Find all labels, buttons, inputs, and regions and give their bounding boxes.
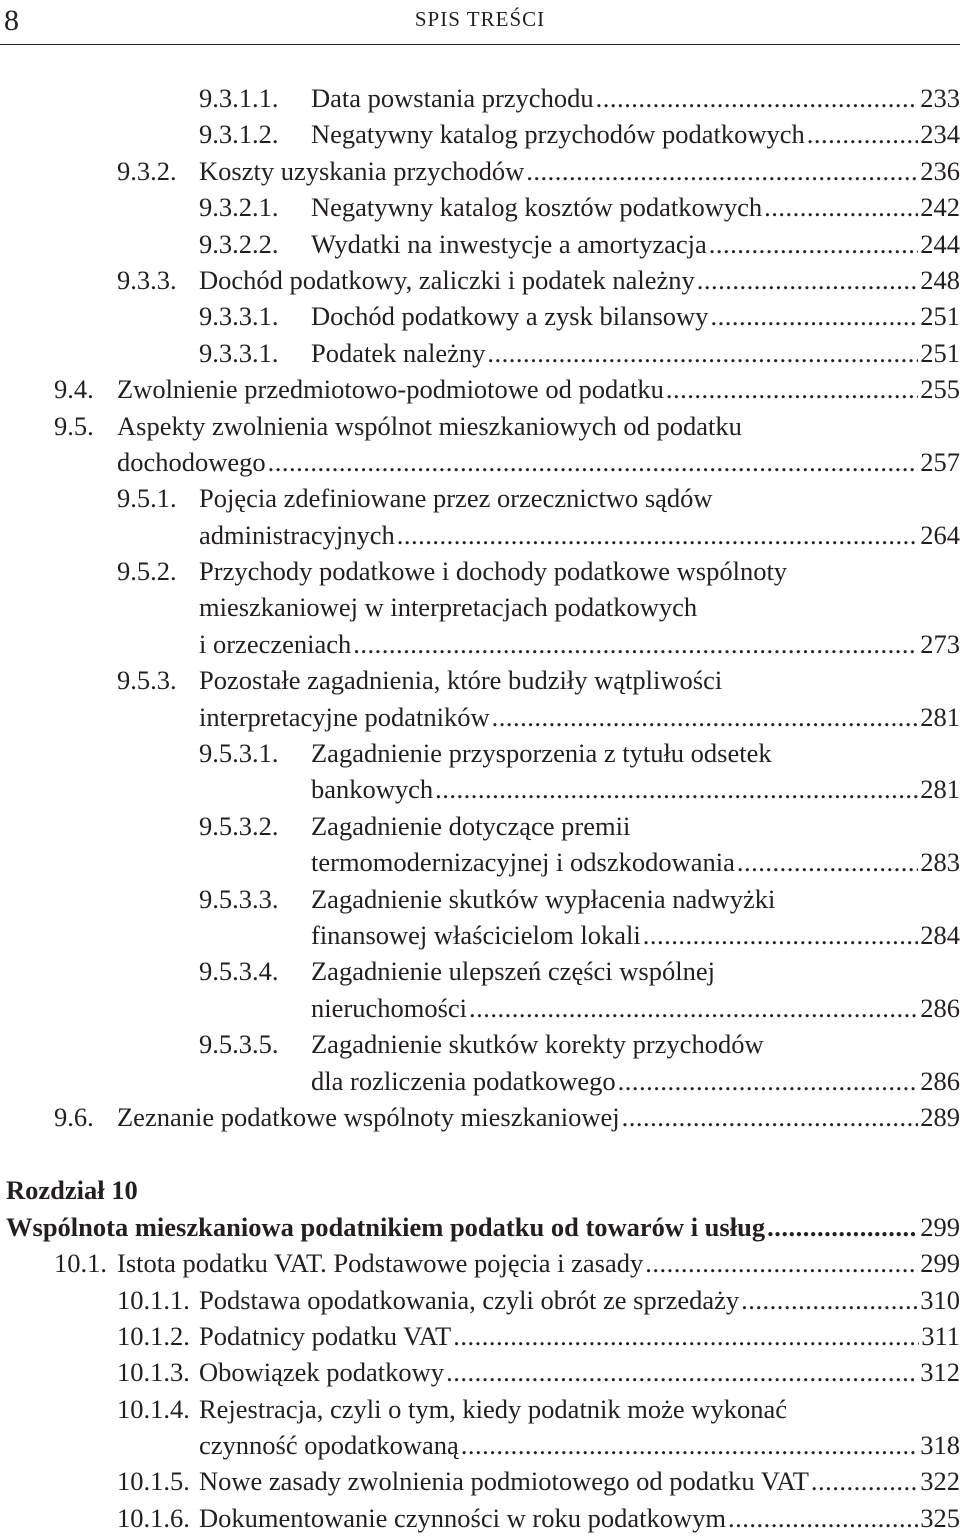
toc-entry-page: 281 <box>920 701 960 732</box>
toc-entry-number: 9.3.2. <box>117 155 177 186</box>
toc-entry-line <box>0 1427 960 1463</box>
toc-entry-page: 264 <box>920 519 960 550</box>
toc-entry-title: Podatek należny <box>311 337 486 368</box>
toc-entry-title: Negatywny katalog kosztów podatkowych <box>311 192 763 223</box>
toc-entry-number: 10.1.6. <box>117 1502 190 1533</box>
dot-leader <box>435 771 918 807</box>
toc-entry-page: 255 <box>920 374 960 405</box>
toc-entry-line <box>0 589 960 625</box>
toc-entry-title: dochodowego <box>117 446 266 477</box>
toc-entry-page: 286 <box>920 992 960 1023</box>
toc-entry-title: Pojęcia zdefiniowane przez orzecznictwo sądów <box>199 483 713 514</box>
dot-leader <box>697 262 919 298</box>
dot-leader <box>764 189 918 225</box>
toc-entry-title: Obowiązek podatkowy <box>199 1357 445 1388</box>
toc-entry-line <box>0 626 960 662</box>
dot-leader <box>737 844 918 880</box>
dot-leader <box>446 1354 918 1390</box>
dot-leader <box>741 1282 918 1318</box>
toc-entry-line <box>0 1354 960 1390</box>
dot-leader <box>767 1209 918 1245</box>
toc-entry-title: Data powstania przychodu <box>311 83 594 113</box>
dot-leader <box>453 1318 919 1354</box>
dot-leader <box>596 80 919 116</box>
toc-entry-line <box>0 116 960 152</box>
toc-entry-line <box>0 335 960 371</box>
dot-leader <box>666 371 918 407</box>
toc-entry-page: 289 <box>920 1101 960 1132</box>
toc-entry-page: 283 <box>920 847 960 878</box>
toc-entry-line <box>0 1463 960 1499</box>
toc-entry-title: administracyjnych <box>199 519 395 550</box>
toc-entry-line <box>0 298 960 334</box>
toc-entry-page: 244 <box>920 228 960 259</box>
toc-entry-number: 9.5.3.4. <box>199 956 279 987</box>
toc-entry-title: i orzeczeniach <box>199 628 352 659</box>
toc-entry-page: 299 <box>920 1248 960 1279</box>
toc-entry-page: 251 <box>920 301 960 332</box>
running-head: SPIS TREŚCI <box>414 7 546 31</box>
toc-entry-page: 236 <box>920 155 960 186</box>
toc-entry-title: Zeznanie podatkowe wspólnoty mieszkaniowej <box>117 1101 620 1132</box>
toc-entry-line <box>0 1318 960 1354</box>
dot-leader <box>469 990 918 1026</box>
dot-leader <box>710 298 918 334</box>
toc-entry-line <box>0 662 960 698</box>
toc-entry-page: 310 <box>920 1284 960 1315</box>
toc-entry-number: 9.5.3.3. <box>199 883 279 914</box>
toc-entry-page: 257 <box>920 446 960 477</box>
toc-entry-page: 273 <box>920 628 960 659</box>
toc-entry-number: 9.3.3. <box>117 264 177 295</box>
toc-entry-page: 233 <box>920 83 960 113</box>
toc-entry-page: 234 <box>920 119 960 150</box>
toc-entry-page: 248 <box>920 264 960 295</box>
toc-entry-title: Pozostałe zagadnienia, które budziły wątpliwości <box>199 665 723 696</box>
toc-entry-number: 9.5.3.5. <box>199 1029 279 1060</box>
dot-leader <box>622 1099 919 1135</box>
toc-entry-title: mieszkaniowej w interpretacjach podatkowych <box>199 592 698 623</box>
toc-entry-line <box>0 189 960 225</box>
toc-entry-line <box>0 917 960 953</box>
toc-entry-line <box>0 408 960 444</box>
toc-entry-title: Zagadnienie dotyczące premii <box>311 810 631 841</box>
toc-entry-title: Dochód podatkowy, zaliczki i podatek należny <box>199 264 695 295</box>
toc-entry-line <box>0 480 960 516</box>
toc-entry-line <box>0 735 960 771</box>
page-number: 8 <box>4 4 19 37</box>
chapter-page: 299 <box>920 1211 960 1242</box>
toc-entry-line <box>0 1245 960 1281</box>
toc-entry-page: 286 <box>920 1065 960 1096</box>
dot-leader <box>807 116 918 152</box>
dot-leader <box>353 626 918 662</box>
toc-entry-title: Dochód podatkowy a zysk bilansowy <box>311 301 709 332</box>
toc-entry-line <box>0 1282 960 1318</box>
toc-entry-line <box>0 1500 960 1536</box>
toc-entry-number: 10.1.2. <box>117 1320 190 1351</box>
toc-entry-line <box>0 1063 960 1099</box>
toc-entry-line <box>0 80 960 116</box>
toc-entry-number: 10.1. <box>54 1248 107 1279</box>
toc-entry-number: 9.5.3.1. <box>199 738 279 769</box>
toc-entry-line <box>0 699 960 735</box>
toc-entry-title: Zwolnienie przedmiotowo-podmiotowe od podatku <box>117 374 664 405</box>
toc-entry-line <box>0 153 960 189</box>
dot-leader <box>618 1063 919 1099</box>
dot-leader <box>492 699 919 735</box>
toc-entry-title: bankowych <box>311 774 434 805</box>
toc-entry-line <box>0 517 960 553</box>
toc-entry-number: 10.1.5. <box>117 1466 190 1497</box>
toc-entry-number: 10.1.1. <box>117 1284 190 1315</box>
toc-entry-number: 9.6. <box>54 1101 94 1132</box>
toc-entry-title: Zagadnienie ulepszeń części wspólnej <box>311 956 715 987</box>
toc-section-10 <box>0 1245 960 1536</box>
toc-entry-title: Koszty uzyskania przychodów <box>199 155 525 186</box>
toc-entry-line <box>0 1026 960 1062</box>
dot-leader <box>709 226 919 262</box>
toc-entry-line <box>0 881 960 917</box>
toc-entry-title: Wydatki na inwestycje a amortyzacja <box>311 228 707 259</box>
dot-leader <box>643 917 919 953</box>
toc-entry-number: 9.3.1.1. <box>199 83 279 113</box>
toc-entry-title: Przychody podatkowe i dochody podatkowe wspólnoty <box>199 556 788 587</box>
toc-entry-title: Podstawa opodatkowania, czyli obrót ze sprzedaży <box>199 1284 740 1315</box>
toc-entry-title: Nowe zasady zwolnienia podmiotowego od podatku VAT <box>199 1466 809 1497</box>
toc-entry-title: Istota podatku VAT. Podstawowe pojęcia i zasady <box>117 1248 644 1279</box>
toc-entry-title: czynność opodatkowaną <box>199 1430 459 1461</box>
toc-entry-page: 322 <box>920 1466 960 1497</box>
toc-entry-line <box>0 262 960 298</box>
header-rule <box>0 44 960 45</box>
toc-entry-page: 281 <box>920 774 960 805</box>
toc-entry-line <box>0 771 960 807</box>
dot-leader <box>268 444 919 480</box>
toc-entry-line <box>0 844 960 880</box>
toc-entry-number: 9.3.3.1. <box>199 337 279 368</box>
toc-entry-title: dla rozliczenia podatkowego <box>311 1065 616 1096</box>
dot-leader <box>397 517 919 553</box>
toc-entry-title: Negatywny katalog przychodów podatkowych <box>311 119 805 150</box>
toc-entry-title: Podatnicy podatku VAT <box>199 1320 452 1351</box>
toc-entry-line <box>0 953 960 989</box>
toc-entry-line <box>0 1099 960 1135</box>
chapter-label: Rozdział 10 <box>6 1175 138 1206</box>
toc-entry-title: Zagadnienie skutków wypłacenia nadwyżki <box>311 883 776 914</box>
toc-entry-number: 9.3.2.2. <box>199 228 279 259</box>
toc-entry-page: 284 <box>920 919 960 950</box>
toc-entry-title: interpretacyjne podatników <box>199 701 490 732</box>
toc-entry-number: 9.3.3.1. <box>199 301 279 332</box>
dot-leader <box>811 1463 918 1499</box>
toc-entry-number: 9.5.3.2. <box>199 810 279 841</box>
toc-entry-title: termomodernizacyjnej i odszkodowania <box>311 847 735 878</box>
toc-entry-page: 318 <box>920 1430 960 1461</box>
toc-entry-number: 9.5.2. <box>117 556 177 587</box>
toc-entry-title: Zagadnienie przysporzenia z tytułu odsetek <box>311 738 772 769</box>
toc-entry-title: nieruchomości <box>311 992 468 1023</box>
toc-section-9 <box>0 80 960 1135</box>
toc-entry-line <box>0 226 960 262</box>
toc-entry-title: Rejestracja, czyli o tym, kiedy podatnik może wykonać <box>199 1393 787 1424</box>
chapter-title: Wspólnota mieszkaniowa podatnikiem podatku od towarów i usług <box>6 1211 766 1242</box>
table-of-contents <box>0 80 960 1536</box>
toc-entry-line <box>0 371 960 407</box>
toc-entry-page: 311 <box>921 1320 960 1351</box>
toc-entry-page: 251 <box>920 337 960 368</box>
toc-entry-line <box>0 1391 960 1427</box>
dot-leader <box>526 153 918 189</box>
toc-entry-page: 242 <box>920 192 960 223</box>
chapter-label-row <box>0 1172 960 1208</box>
dot-leader <box>461 1427 918 1463</box>
dot-leader <box>487 335 918 371</box>
dot-leader <box>728 1500 918 1536</box>
chapter-title-row <box>0 1209 960 1245</box>
toc-entry-line <box>0 808 960 844</box>
toc-entry-number: 9.5. <box>54 410 94 441</box>
toc-entry-page: 312 <box>920 1357 960 1388</box>
toc-entry-title: Zagadnienie skutków korekty przychodów <box>311 1029 764 1060</box>
toc-entry-number: 9.3.2.1. <box>199 192 279 223</box>
toc-entry-page: 325 <box>920 1502 960 1533</box>
toc-entry-title: Aspekty zwolnienia wspólnot mieszkaniowych od podatku <box>117 410 742 441</box>
toc-entry-line <box>0 553 960 589</box>
toc-entry-number: 10.1.4. <box>117 1393 190 1424</box>
toc-entry-number: 9.4. <box>54 374 94 405</box>
toc-entry-line <box>0 444 960 480</box>
toc-entry-number: 9.3.1.2. <box>199 119 279 150</box>
toc-entry-number: 10.1.3. <box>117 1357 190 1388</box>
toc-entry-number: 9.5.3. <box>117 665 177 696</box>
dot-leader <box>645 1245 918 1281</box>
toc-entry-number: 9.5.1. <box>117 483 177 514</box>
toc-entry-title: Dokumentowanie czynności w roku podatkowym <box>199 1502 726 1533</box>
toc-entry-line <box>0 990 960 1026</box>
toc-entry-title: finansowej właścicielom lokali <box>311 919 641 950</box>
